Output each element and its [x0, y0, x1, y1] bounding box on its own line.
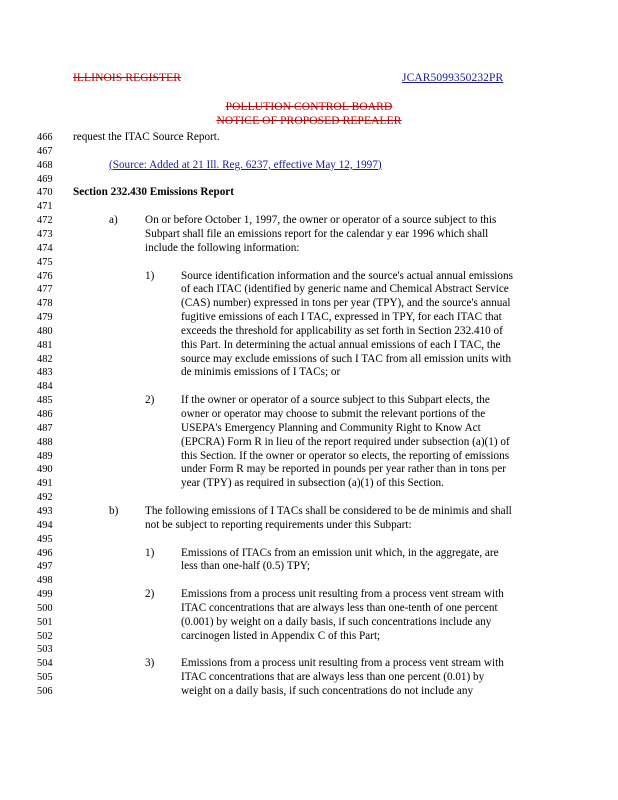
line-text: de minimis emissions of I TACs; or	[181, 366, 341, 379]
line-number: 504	[37, 658, 53, 670]
line-number: 495	[37, 533, 53, 545]
doc-line	[37, 311, 597, 325]
doc-line	[37, 436, 597, 450]
doc-line	[37, 519, 597, 533]
line-text: Emissions of ITACs from an emission unit which, in the aggregate, are	[181, 546, 499, 559]
line-text: request the ITAC Source Report.	[73, 131, 220, 143]
line-number: 471	[37, 201, 53, 213]
doc-line	[37, 450, 597, 464]
line-text: (EPCRA) Form R in lieu of the report required under subsection (a)(1) of	[181, 435, 510, 448]
line-text: source may exclude emissions of such I TAC from all emission units with	[181, 352, 512, 365]
doc-line	[37, 602, 597, 616]
doc-line	[37, 200, 597, 214]
line-number: 478	[37, 298, 53, 310]
doc-line	[37, 574, 597, 588]
line-number: 498	[37, 575, 53, 587]
line-text: owner or operator may choose to submit the relevant portions of the	[181, 408, 486, 420]
line-number: 487	[37, 422, 53, 434]
line-number: 474	[37, 242, 53, 254]
line-text: The following emissions of I TACs shall be considered to be de minimis and shall	[145, 504, 512, 517]
line-text: not be subject to reporting requirements under this Subpart:	[145, 518, 412, 531]
doc-line	[37, 588, 597, 602]
doc-line	[37, 256, 597, 270]
subsection-marker: 2)	[145, 394, 155, 407]
line-text: year (TPY) as required in subsection (a)(1) of this Section.	[181, 477, 444, 490]
line-text: USEPA's Emergency Planning and Community Right to Know Act	[181, 421, 481, 434]
line-number: 483	[37, 367, 53, 379]
section-heading: Section 232.430 Emissions Report	[73, 186, 234, 199]
line-number: 494	[37, 519, 53, 531]
doc-line	[37, 270, 597, 284]
line-text: Subpart shall file an emissions report for the calendar y ear 1996 which shall	[145, 227, 489, 240]
line-text: include the following information:	[145, 241, 300, 254]
doc-line	[37, 214, 597, 228]
line-number: 496	[37, 547, 53, 559]
line-number: 466	[37, 132, 53, 143]
doc-line	[37, 505, 597, 519]
line-number: 485	[37, 395, 53, 407]
line-number: 486	[37, 409, 53, 420]
doc-line	[37, 173, 597, 187]
doc-line	[37, 547, 597, 561]
line-text: less than one-half (0.5) TPY;	[181, 560, 310, 573]
line-text: under Form R may be reported in pounds per year rather than in tons per	[181, 463, 506, 476]
line-text: If the owner or operator of a source subject to this Subpart elects, the	[181, 394, 490, 407]
doc-line	[37, 228, 597, 242]
subsection-marker: 1)	[145, 269, 155, 282]
doc-line	[37, 131, 597, 145]
line-number: 480	[37, 325, 53, 337]
line-text: this Part. In determining the actual annual emissions of each I TAC, the	[181, 338, 501, 351]
line-number: 493	[37, 505, 53, 517]
line-text: ITAC concentrations that are always less than one percent (0.01) by	[181, 671, 485, 684]
doc-line	[37, 159, 597, 173]
line-number: 467	[37, 145, 53, 157]
line-number: 490	[37, 464, 53, 476]
line-number: 477	[37, 284, 53, 296]
line-text: this Section. If the owner or operator so elects, the reporting of emissions	[181, 449, 510, 462]
doc-line	[37, 325, 597, 339]
line-number: 489	[37, 450, 53, 462]
doc-line	[37, 242, 597, 256]
line-text: (CAS) number) expressed in tons per year (TPY), and the source's annual	[181, 297, 511, 310]
line-text: carcinogen listed in Appendix C of this Part;	[181, 629, 381, 642]
line-text: weight on a daily basis, if such concentrations do not include any	[181, 685, 474, 697]
line-number: 482	[37, 353, 53, 365]
line-number: 497	[37, 561, 53, 573]
line-text: ITAC concentrations that are always less than one-tenth of one percent	[181, 601, 498, 614]
line-number: 503	[37, 644, 53, 656]
doc-line	[37, 533, 597, 547]
doc-line	[37, 630, 597, 644]
line-number: 484	[37, 381, 53, 393]
line-text: exceeds the threshold for applicability as set forth in Section 232.410 of	[181, 324, 503, 337]
doc-line	[37, 685, 597, 699]
register-title: ILLINOIS REGISTER	[73, 72, 182, 84]
line-number: 472	[37, 215, 53, 227]
line-number: 475	[37, 256, 53, 268]
subsection-marker: b)	[109, 504, 119, 517]
line-number: 469	[37, 173, 53, 185]
doc-line	[37, 491, 597, 505]
line-text: Source identification information and the source's actual annual emissions	[181, 269, 513, 282]
line-number: 501	[37, 616, 53, 628]
line-number: 505	[37, 672, 53, 684]
line-number: 506	[37, 686, 53, 697]
doc-line	[37, 297, 597, 311]
line-number: 491	[37, 478, 53, 490]
line-number: 476	[37, 270, 53, 282]
line-text: fugitive emissions of each I TAC, expressed in TPY, for each ITAC that	[181, 311, 502, 324]
doc-line	[37, 145, 597, 159]
subsection-marker: a)	[109, 214, 118, 227]
doc-line	[37, 283, 597, 297]
doc-line	[37, 339, 597, 353]
line-number: 470	[37, 187, 53, 199]
line-number: 481	[37, 339, 53, 351]
line-number: 502	[37, 630, 53, 642]
doc-line	[37, 671, 597, 685]
doc-line	[37, 560, 597, 574]
doc-line	[37, 186, 597, 200]
doc-line	[37, 657, 597, 671]
doc-line	[37, 380, 597, 394]
doc-line	[37, 394, 597, 408]
doc-line	[37, 463, 597, 477]
subsection-marker: 3)	[145, 657, 155, 670]
subsection-marker: 2)	[145, 588, 155, 601]
line-text: Emissions from a process unit resulting from a process vent stream with	[181, 657, 504, 670]
line-number: 479	[37, 312, 53, 324]
line-text: Emissions from a process unit resulting from a process vent stream with	[181, 588, 504, 601]
source-note[interactable]: (Source: Added at 21 Ill. Reg. 6237, effective May 12, 1997)	[109, 158, 382, 171]
subsection-marker: 1)	[145, 546, 155, 559]
line-text: of each ITAC (identified by generic name and Chemical Abstract Service	[181, 283, 509, 296]
line-number: 500	[37, 602, 53, 614]
line-number: 488	[37, 436, 53, 448]
line-text: (0.001) by weight on a daily basis, if such concentrations include any	[181, 615, 492, 628]
board-title: POLLUTION CONTROL BOARD	[225, 101, 393, 113]
line-number: 492	[37, 492, 53, 504]
notice-title: NOTICE OF PROPOSED REPEALER	[216, 115, 402, 127]
line-number: 499	[37, 589, 53, 601]
doc-line	[37, 353, 597, 367]
jcar-code[interactable]: JCAR5099350232PR	[402, 72, 504, 84]
doc-line	[37, 616, 597, 630]
doc-line	[37, 643, 597, 657]
doc-line	[37, 422, 597, 436]
line-text: On or before October 1, 1997, the owner or operator of a source subject to this	[145, 214, 497, 227]
doc-line	[37, 408, 597, 422]
line-number: 468	[37, 159, 53, 171]
doc-line	[37, 366, 597, 380]
line-number: 473	[37, 228, 53, 240]
doc-line	[37, 477, 597, 491]
